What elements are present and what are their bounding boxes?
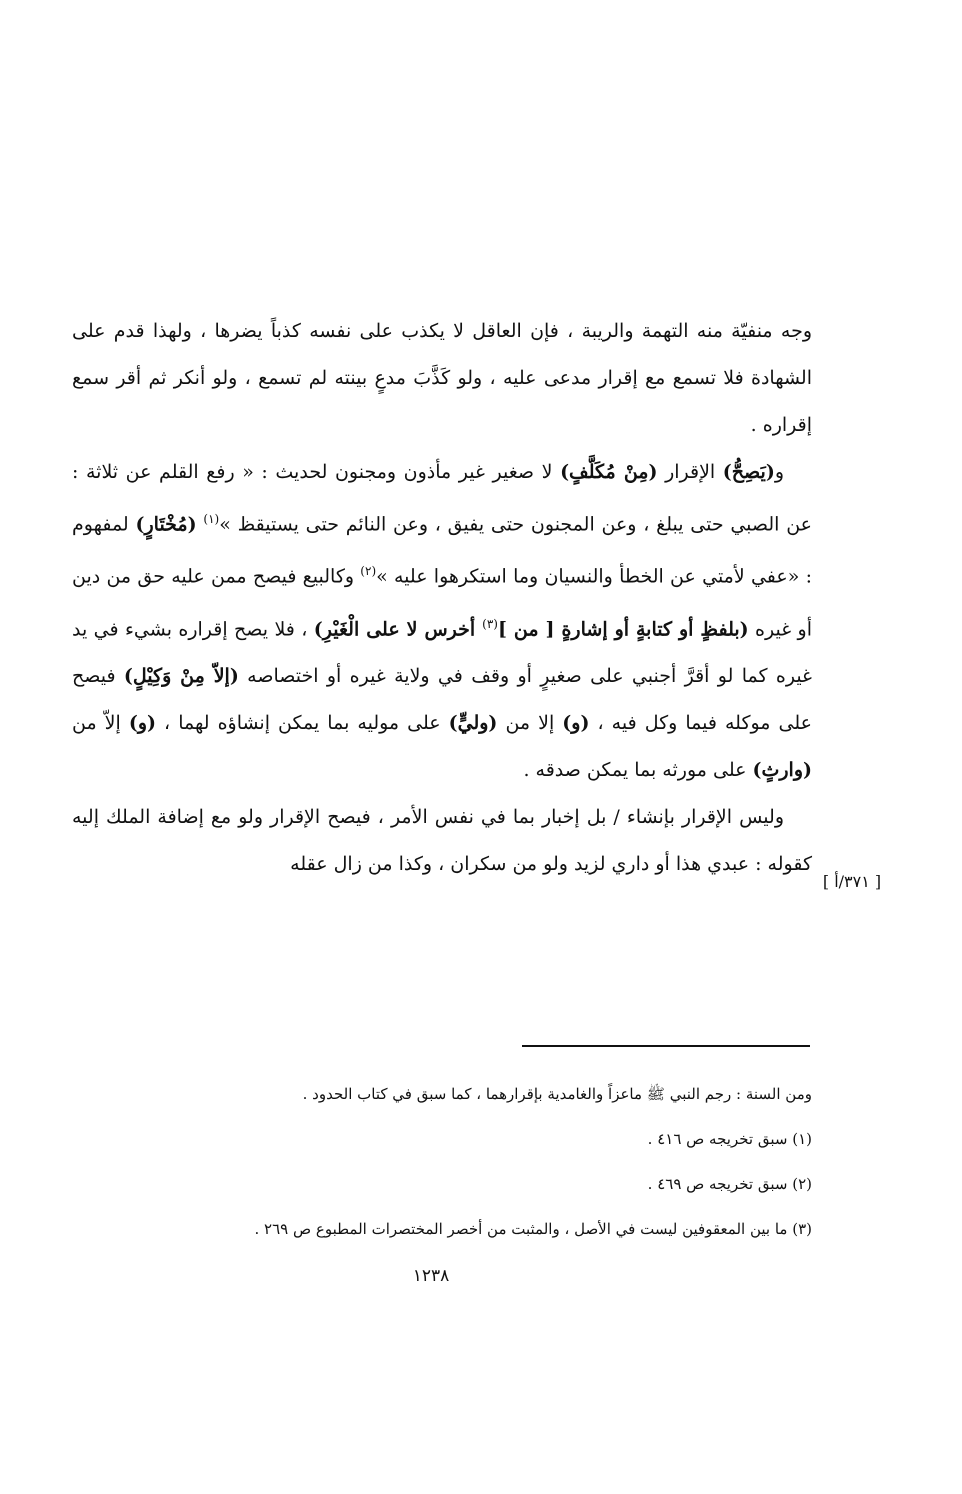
text-run: فيصح على موكله فيما وكل فيه ،	[72, 664, 812, 734]
bold-text: (و)	[562, 711, 590, 734]
bold-text: (وليٍّ)	[448, 711, 498, 734]
page-number: ١٢٣٨	[412, 1266, 450, 1286]
footnote-ref: (١)	[203, 512, 220, 526]
main-text	[72, 308, 812, 888]
text-run: على موليه بما يمكن إنشاؤه لهما ،	[156, 711, 449, 734]
text-run: وكالبيع فيصح ممن عليه حق من دين أو غيره	[72, 565, 813, 640]
footnote-ref: (٣)	[482, 616, 498, 631]
text-run: وجه منفيّة منه التهمة والريبة ، فإن العاقل لا يكذب على نفسه كذباً يضرها ، ولهذا قدم على الشهادة فلا تسمع مع إقرار مدعى عليه ، ولو كَذَّبَ مدعٍ بينته لم تسمع ، ولو أنكر ثم أقر سمع إقراره .	[72, 320, 812, 436]
text-run: و	[774, 461, 784, 483]
bold-text: (مِنْ مُكَلَّفٍ)	[560, 461, 658, 483]
text-run: لا صغير غير مأذون ومجنون لحديث : « رفع القلم عن ثلاثة : عن الصبي حتى يبلغ ، وعن المجنون حتى يفيق ، وعن النائم حتى يستيقظ »	[72, 461, 813, 536]
paragraph	[72, 308, 812, 449]
text-run: إلا من	[497, 711, 563, 734]
bold-text: (و)	[128, 711, 156, 734]
bold-text: (إلاّ مِنْ وَكِيْلٍ)	[123, 664, 239, 687]
bold-text: (وارثٍ)	[752, 758, 812, 781]
footnote-1: (١) سبق تخريجه ص ٤١٦ .	[647, 1130, 812, 1148]
bold-text: (يَصِحُّ)	[722, 461, 775, 483]
paragraph	[72, 794, 812, 888]
text-run: على مورثه بما يمكن صدقه .	[523, 758, 753, 781]
footnote-separator	[522, 1045, 810, 1047]
bold-text: (بلفظٍ أو كتابةٍ أو إشارةٍ [ من ]	[497, 617, 749, 640]
text-run: الإقرار	[657, 461, 723, 483]
text-run: إلاّ من	[72, 711, 129, 734]
footnote-3: (٣) ما بين المعقوفين ليست في الأصل ، والمثبت من أخصر المختصرات المطبوع ص ٢٦٩ .	[254, 1220, 812, 1238]
paragraph	[72, 449, 812, 794]
bold-text: أخرس لا على الْغَيْرِ)	[313, 617, 483, 640]
footnote-continuation: ومن السنة : رجم النبي ﷺ ماعزاً والغامدية بإقرارهما ، كما سبق في كتاب الحدود .	[302, 1085, 812, 1103]
text-run: وليس الإقرار بإنشاء / بل إخبار بما في نفس الأمر ، فيصح الإقرار ولو مع إضافة الملك إليه كقوله : عبدي هذا أو داري لزيد ولو من سكران ، وكذا من زال عقله	[72, 805, 812, 875]
footnote-ref: (٢)	[360, 564, 377, 579]
margin-folio-note: [ ٣٧١/أ ]	[822, 872, 882, 891]
footnote-2: (٢) سبق تخريجه ص ٤٦٩ .	[647, 1175, 812, 1193]
text-run: لمفهوم : «عفي لأمتي عن الخطأ والنسيان وما استكرهوا عليه »	[72, 513, 812, 588]
bold-text: (مُخْتَارٍ)	[135, 513, 197, 536]
footnotes	[90, 1082, 812, 1262]
text-run: ، فلا يصح إقراره بشيء في يد غيره كما لو أقرَّ أجنبي على صغيرٍ أو وقف في ولاية غيره أو اختصاصه	[72, 617, 812, 687]
